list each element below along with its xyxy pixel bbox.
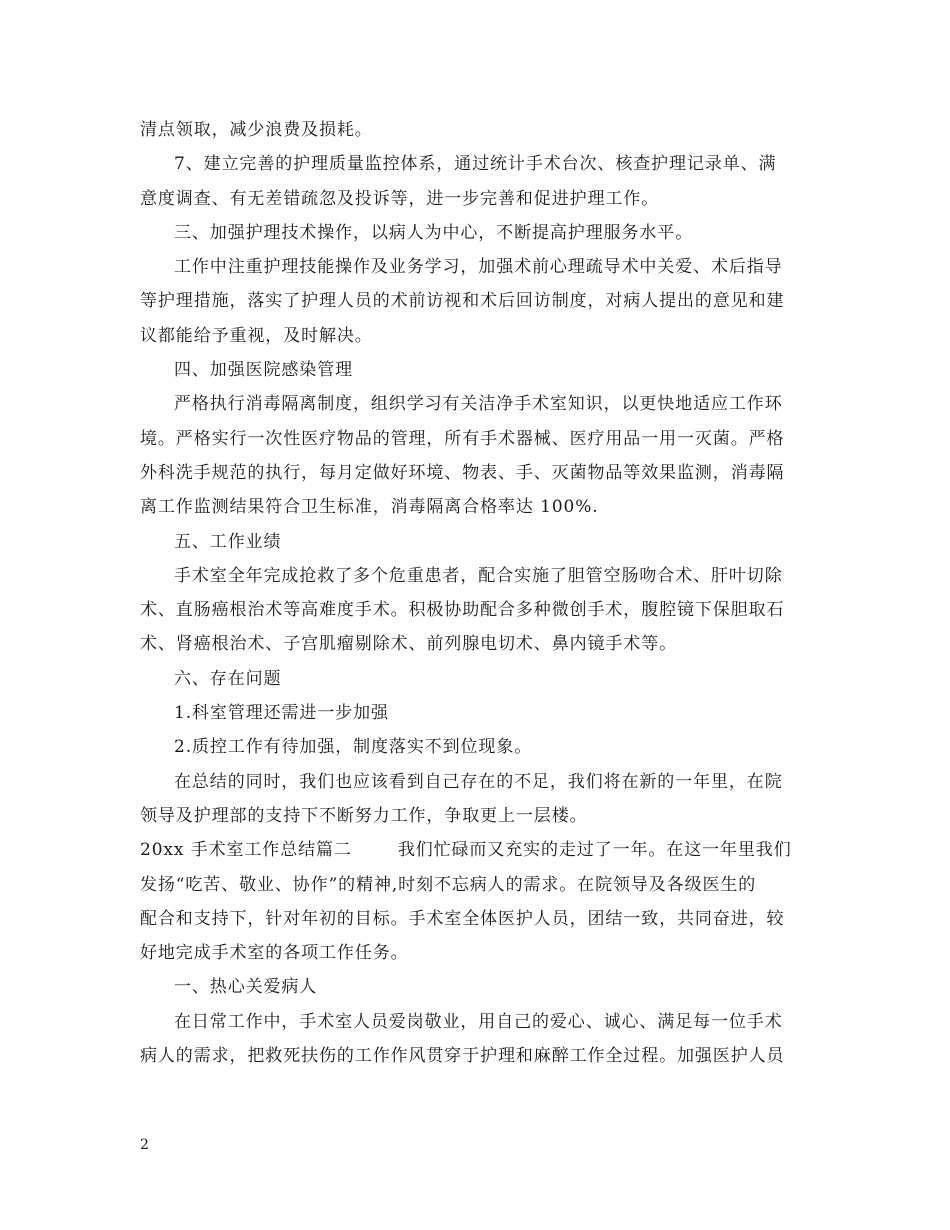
text-line: 发扬“吃苦、敬业、协作”的精神,时刻不忘病人的需求。在院领导及各级医生的 [140,874,757,895]
text-line: 领导及护理部的支持下不断努力工作，争取更上一层楼。 [140,805,588,826]
text-line: 意度调查、有无差错疏忽及投诉等，进一步完善和促进护理工作。 [140,188,660,209]
page-number: 2 [140,1137,149,1153]
text-line: 在日常工作中，手术室人员爱岗敬业，用自己的爱心、诚心、满足每一位手术 [174,1011,783,1032]
text-line: 清点领取，减少浪费及损耗。 [140,120,373,140]
text-line: 在总结的同时，我们也应该看到自己存在的不足，我们将在新的一年里，在院 [174,771,783,792]
list-item: 2.质控工作有待加强，制度落实不到位现象。 [174,737,533,758]
text-line: 外科洗手规范的执行，每月定做好环境、物表、手、灭菌物品等效果监测，消毒隔 [140,462,785,483]
text-line: 病人的需求，把救死扶伤的工作作风贯穿于护理和麻醉工作全过程。加强医护人员 [140,1046,785,1067]
section-heading: 三、加强护理技术操作，以病人为中心，不断提高护理服务水平。 [174,222,694,243]
article-title: 20xx 手术室工作总结篇二 [140,840,352,861]
text-line: 术、肾癌根治术、子宫肌瘤剔除术、前列腺电切术、鼻内镜手术等。 [140,634,677,655]
text-line: 等护理措施，落实了护理人员的术前访视和术后回访制度，对病人提出的意见和建 [140,291,785,312]
text-line: 境。严格实行一次性医疗物品的管理，所有手术器械、医疗用品一用一灭菌。严格 [140,428,785,449]
text-line: 术、直肠癌根治术等高难度手术。积极协助配合多种微创手术，腹腔镜下保胆取石 [140,600,785,621]
section-heading: 四、加强医院感染管理 [174,360,353,381]
document-body [140,113,812,1073]
text-line: 离工作监测结果符合卫生标准，消毒隔离合格率达 100%. [140,497,599,518]
section-heading: 一、热心关爱病人 [174,977,318,998]
text-line: 好地完成手术室的各项工作任务。 [140,943,409,964]
heading-line-text: 我们忙碌而又充实的走过了一年。在这一年里我们 [397,840,792,861]
section-heading: 五、工作业绩 [174,531,282,552]
heading-line [140,833,812,867]
text-line: 严格执行消毒隔离制度，组织学习有关洁净手术室知识，以更快地适应工作环 [174,394,783,415]
text-line: 手术室全年完成抢救了多个危重患者，配合实施了胆管空肠吻合术、肝叶切除 [174,565,783,586]
list-item: 1.科室管理还需进一步加强 [174,703,389,724]
text-line: 配合和支持下，针对年初的目标。手术室全体医护人员，团结一致，共同奋进，较 [140,908,785,929]
section-heading: 六、存在问题 [174,668,282,689]
text-line: 工作中注重护理技能操作及业务学习，加强术前心理疏导术中关爱、术后指导 [174,257,783,278]
text-line: 议都能给予重视，及时解决。 [140,325,373,346]
text-line: 7、建立完善的护理质量监控体系，通过统计手术台次、核查护理记录单、满 [174,154,777,175]
